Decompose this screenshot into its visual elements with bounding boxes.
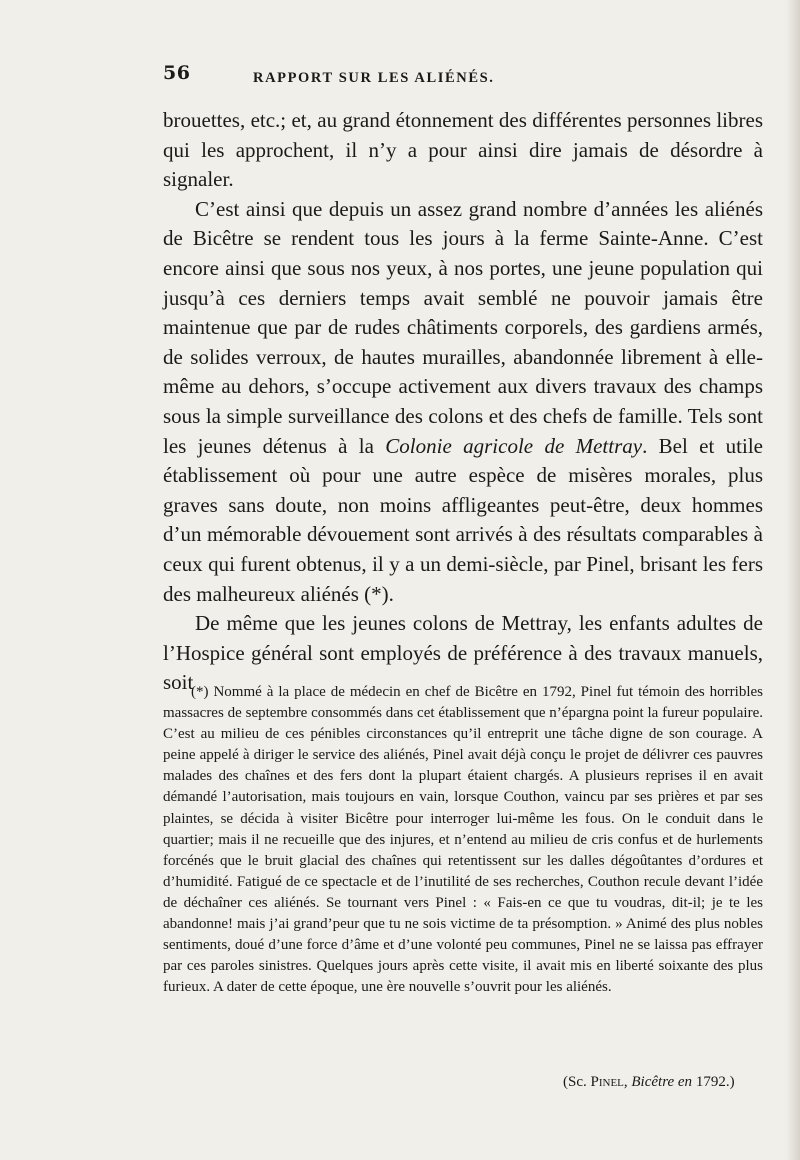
signature-year: 1792.) — [692, 1074, 735, 1090]
body-text — [163, 106, 763, 698]
signature-place: Bicêtre en — [631, 1074, 693, 1090]
page-header — [163, 62, 763, 92]
paragraph-sainte-anne — [163, 195, 763, 609]
footnote — [163, 682, 763, 998]
signature-name: Pinel — [590, 1074, 624, 1090]
paragraph-hospice: De même que les jeunes colons de Mettray, les enfants adultes de l’Hospice général sont employés de préférence à des travaux manuels, soit — [163, 611, 763, 695]
footnote-signature — [563, 1074, 735, 1091]
paragraph-sainte-anne-part-1: C’est ainsi que depuis un assez grand nombre d’années les aliénés de Bicêtre se rendent tous les jours à la ferme Sainte-Anne. C’est encore ainsi que sous nos yeux, à nos portes, une jeune population qui jusqu’à ces derniers temps avait semblé ne pouvoir jamais être maintenue que par de rudes châtiments corporels, des gardiens armés, de solides verroux, de hautes murailles, abandonnée librement à elle-même au dehors, s’occupe activement aux divers travaux des champs sous la simple surveillance des colons et des chefs de famille. Tels sont les jeunes détenus à la — [163, 196, 763, 458]
page-edge-shadow — [786, 0, 800, 1160]
paragraph-continued: brouettes, etc.; et, au grand étonnement des différentes personnes libres qui les approchent, il n’y a pour ainsi dire jamais de désordre à signaler. — [163, 108, 763, 192]
colonie-mettray-italic: Colonie agricole de Mettray — [385, 433, 643, 458]
footnote-text: (*) Nommé à la place de médecin en chef de Bicêtre en 1792, Pinel fut témoin des horribles massacres de septembre consommés dans cet établissement que n’épargna point la fureur populaire. C’est au milieu de ces pénibles circonstances qu’il entreprit une tâche digne de son courage. A peine appelé à diriger le service des aliénés, Pinel avait déjà conçu le projet de délivrer ces pauvres malades des chaînes et des fers dont la plupart étaient chargés. A plusieurs reprises il en avait démandé l’autorisation, mais toujours en vain, lorsque Couthon, vaincu par ses prières et par ses plaintes, se décida à visiter Bicêtre pour interroger lui-même les fous. On le conduit dans le quartier; mais il ne recueille que des injures, et n’entend au milieu de cris confus et de hurlements forcénés que le bruit glacial des chaînes qui retentissent sur les dalles dégoûtantes d’ordures et d’humidité. Fatigué de ce spectacle et de l’inutilité de ses recherches, Couthon recule devant l’idée de déchaîner ces aliénés. Se tournant vers Pinel : « Fais-en ce que tu voudras, dit-il; je te les abandonne! mais j’ai grand’peur que tu ne sois victime de ta présomption. » Animé des plus nobles sentiments, doué d’une force d’âme et d’une volonté peu communes, Pinel ne se laissa pas effrayer par ces paroles sinistres. Quelques jours après cette visite, il avait mis en liberté soixante des plus furieux. A dater de cette époque, une ère nouvelle s’ouvrit pour les aliénés. — [163, 684, 763, 996]
paragraph-sainte-anne-part-2: . Bel et utile établissement où pour une autre espèce de misères morales, plus graves sans doute, non moins affligeantes peut-être, deux hommes d’un mémorable dévouement sont arrivés à des résultats comparables à ceux qui furent obtenus, il y a un demi-siècle, par Pinel, brisant les fers des malheureux aliénés (*). — [163, 433, 763, 606]
signature-prefix: (Sc. — [563, 1074, 591, 1090]
signature-separator: , — [623, 1074, 632, 1090]
running-title: RAPPORT SUR LES ALIÉNÉS. — [253, 70, 495, 86]
page-number: 56 — [163, 62, 191, 84]
